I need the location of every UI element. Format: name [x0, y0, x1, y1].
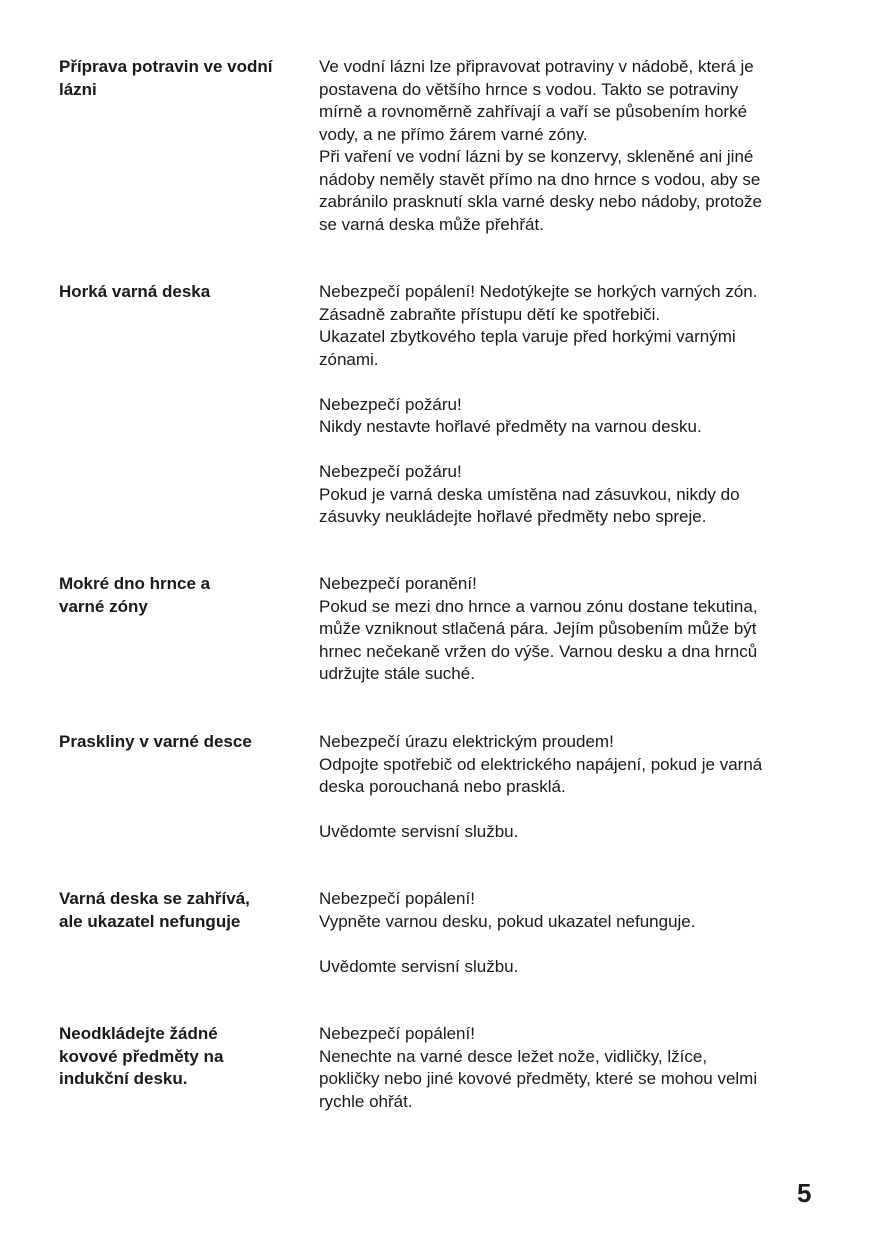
paragraph: Uvědomte servisní službu. [319, 822, 519, 841]
paragraph: Nebezpečí popálení! Nedotýkejte se horkých varných zón. Zásadně zabraňte přístupu dětí ke spotřebiči. Ukazatel zbytkového tepla varuje před horkými varnými zónami. [319, 282, 758, 369]
section-heading: Horká varná deska [59, 282, 211, 301]
paragraph: Nebezpečí poranění! Pokud se mezi dno hrnce a varnou zónu dostane tekutina, může vzniknout stlačená pára. Jejím působením může být hrnec nečekaně vržen do výše. Varnou desku a dna hrnců udržujte stále suché. [319, 574, 758, 683]
paragraph: Uvědomte servisní službu. [319, 956, 519, 976]
section-body [319, 1023, 819, 1113]
paragraph: Nebezpečí požáru! Pokud je varná deska umístěna nad zásuvkou, nikdy do zásuvky neukládejte hořlavé předměty nebo spreje. [319, 462, 740, 526]
section-heading: Varná deska se zahřívá, ale ukazatel nefunguje [59, 889, 250, 931]
section-heading: Mokré dno hrnce a varné zóny [59, 574, 211, 616]
section-heading: Neodkládejte žádné kovové předměty na indukční desku. [59, 1024, 224, 1088]
section-body [319, 888, 819, 978]
paragraph: Nebezpečí požáru! Nikdy nestavte hořlavé předměty na varnou desku. [319, 394, 702, 436]
section-body [319, 731, 819, 844]
paragraph: Nebezpečí popálení! Vypněte varnou desku, pokud ukazatel nefunguje. [319, 889, 696, 931]
paragraph: Nebezpečí úrazu elektrickým proudem! Odpojte spotřebič od elektrického napájení, pokud je varná deska porouchaná nebo prasklá. [319, 732, 763, 796]
section-body [319, 56, 819, 236]
section-body [319, 281, 819, 529]
paragraph: Ve vodní lázni lze připravovat potraviny v nádobě, která je postavena do většího hrnce s vodou. Takto se potraviny mírně a rovnoměrně zahřívají a vaří se působením horké vody, a ne přímo žárem varné zóny. Při vaření ve vodní lázni by se konzervy, skleněné ani jiné nádoby neměly stavět přímo na dno hrnce s vodou, aby se zabránilo prasknutí skla varné desky nebo nádoby, protože se varná deska může přehřát. [319, 57, 762, 234]
section-heading: Příprava potravin ve vodní lázni [59, 57, 273, 99]
section-body [319, 573, 819, 686]
paragraph: Nebezpečí popálení! Nenechte na varné desce ležet nože, vidličky, lžíce, pokličky nebo jiné kovové předměty, které se mohou velmi rychle ohřát. [319, 1024, 758, 1111]
page-number: 5 [797, 1178, 812, 1208]
section-heading: Praskliny v varné desce [59, 732, 252, 751]
